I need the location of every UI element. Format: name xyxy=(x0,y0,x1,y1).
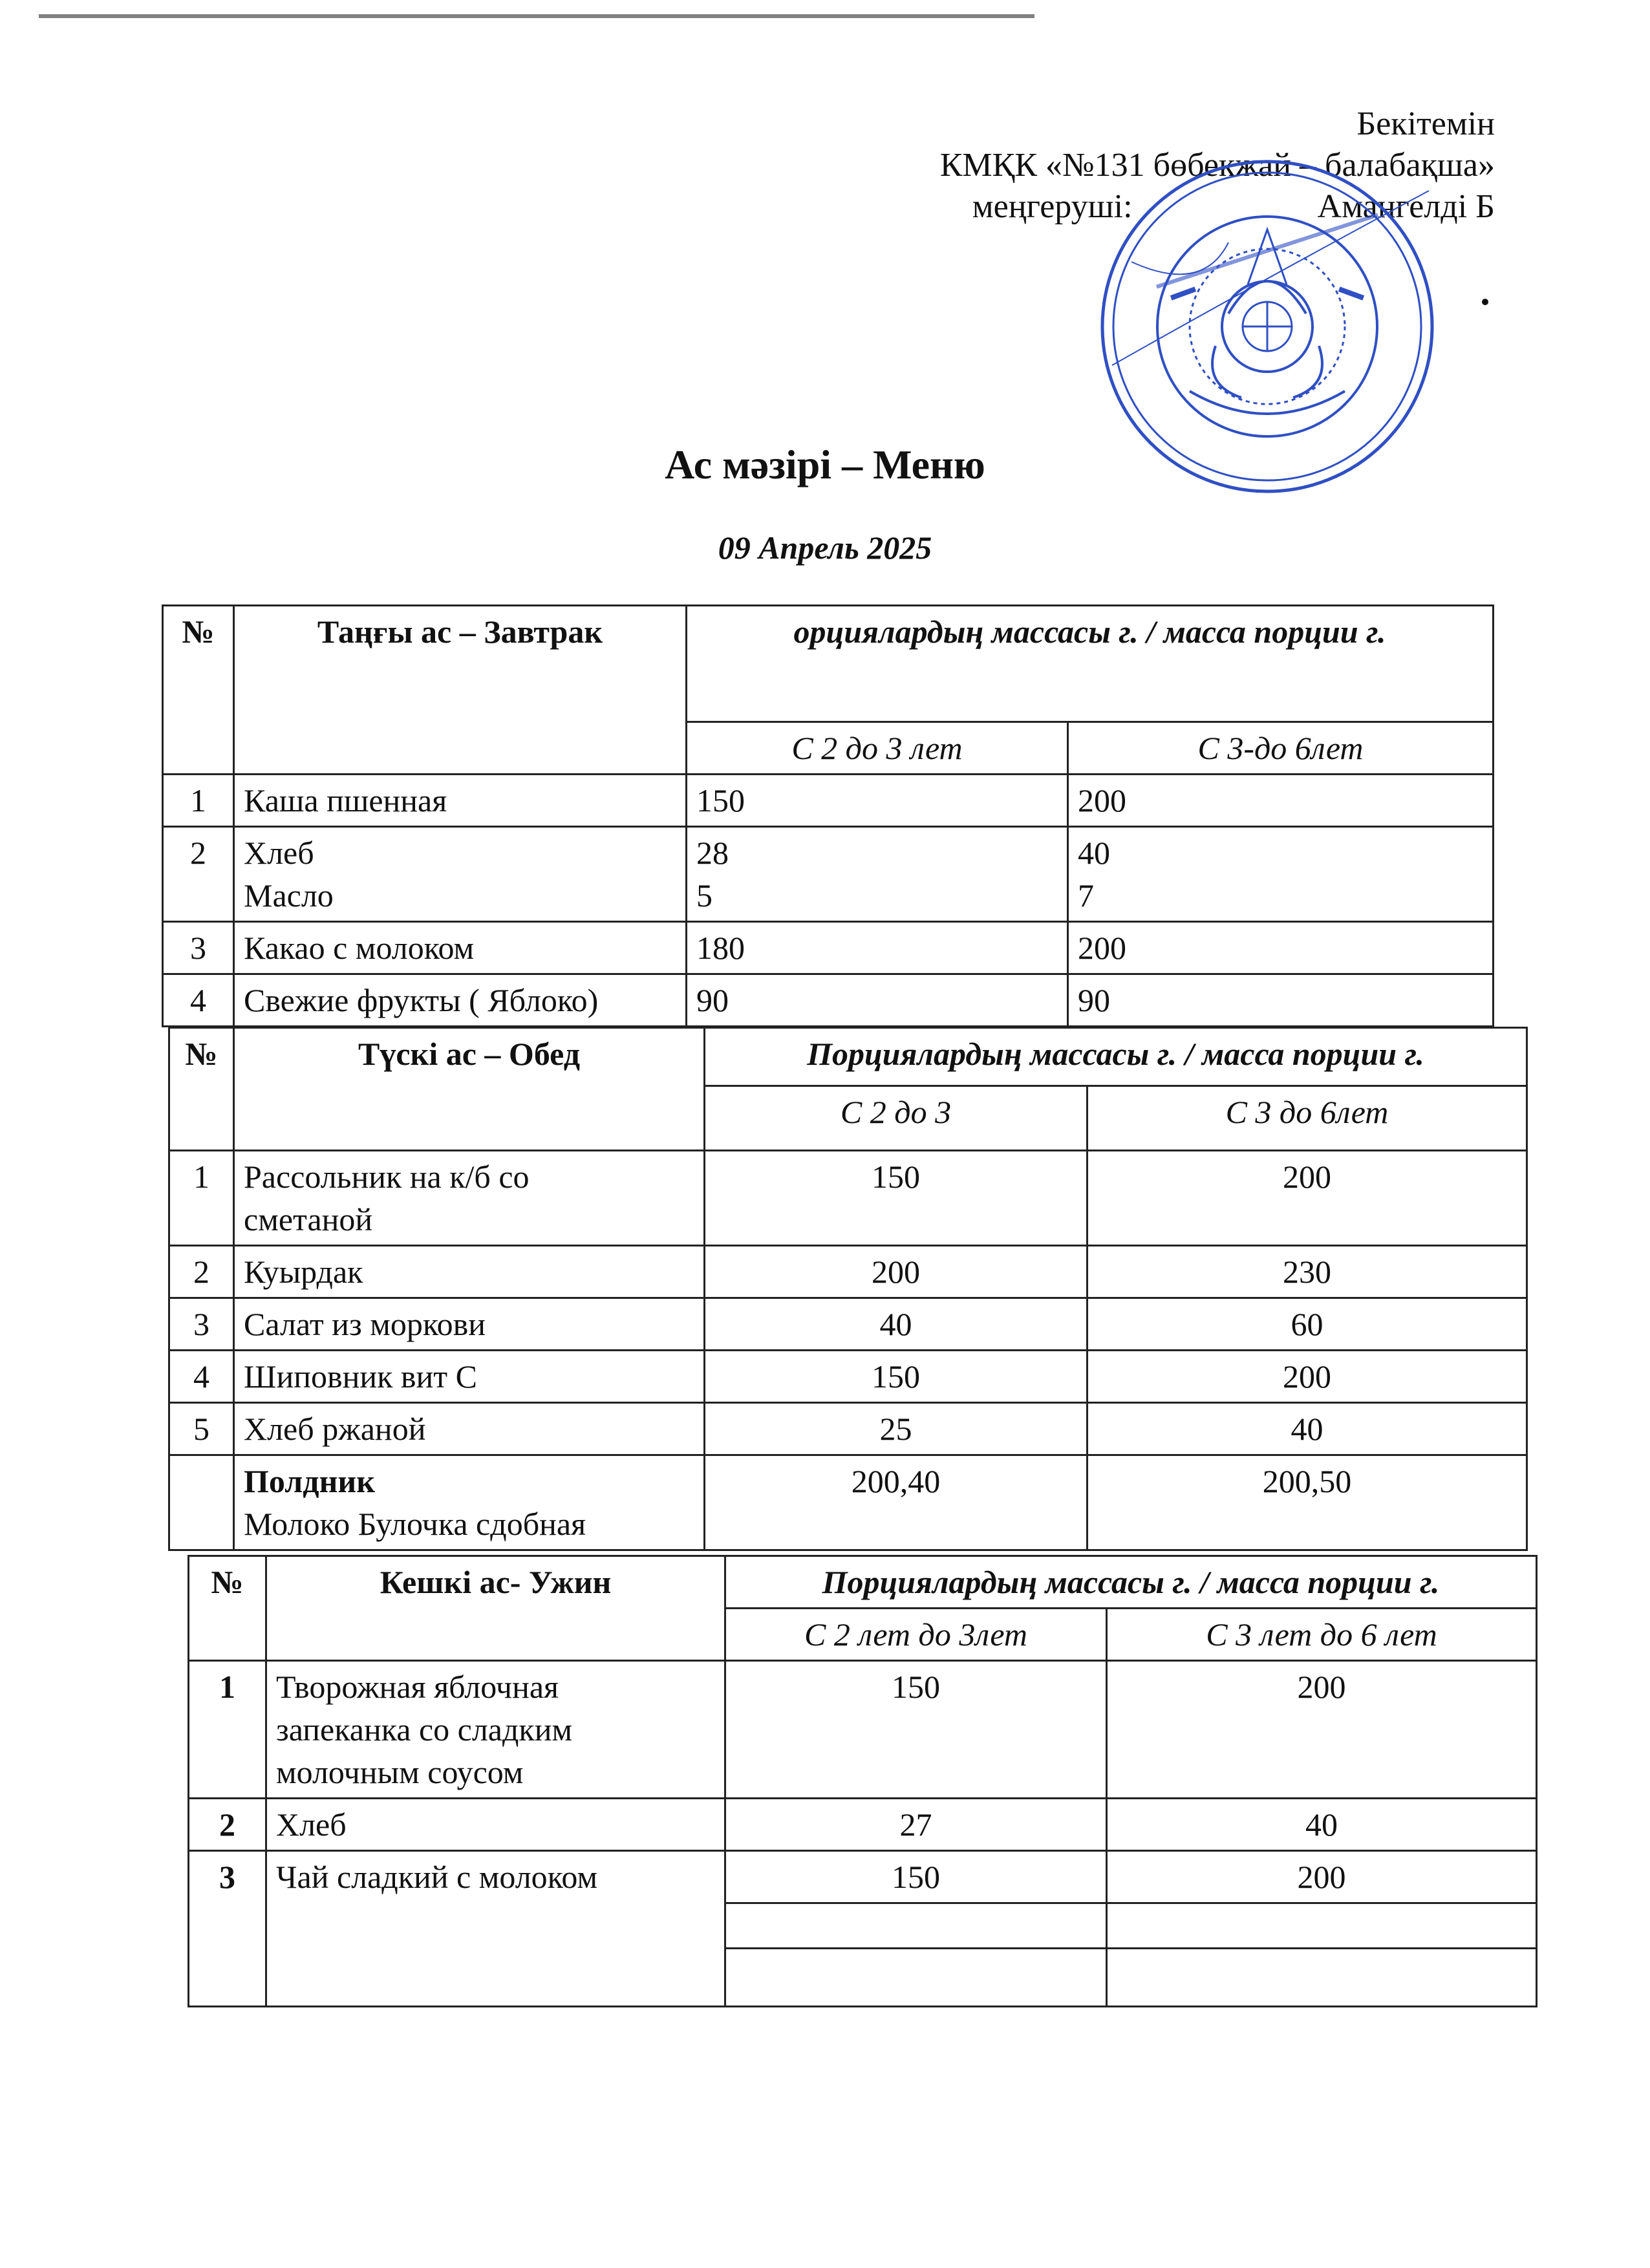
row-number: 1 xyxy=(163,775,234,827)
dish-name: Хлеб xyxy=(266,1799,725,1851)
table-row xyxy=(169,1403,1527,1455)
portion-line: 40 xyxy=(1078,835,1110,871)
lunch-col-old: С 3 до 6лет xyxy=(1088,1086,1527,1151)
dinner-title: Кешкі ас- Ужин xyxy=(266,1556,725,1661)
breakfast-title: Таңғы ас – Завтрак xyxy=(234,606,687,775)
snack-title: Полдник xyxy=(244,1463,376,1499)
breakfast-num-header: № xyxy=(163,606,234,775)
portion-old: 90 xyxy=(1068,974,1494,1027)
table-row xyxy=(189,1851,1537,1903)
approval-line-2: КМҚК «№131 бөбекжай – балабақша» xyxy=(939,147,1495,184)
menu-date: 09 Апрель 2025 xyxy=(718,530,932,566)
portion-old xyxy=(1068,827,1494,922)
row-number: 3 xyxy=(189,1851,266,2007)
empty-cell xyxy=(725,1949,1107,2007)
portion-young: 40 xyxy=(705,1298,1088,1351)
approval-line-1: Бекітемін xyxy=(1356,105,1495,142)
portion-young: 200 xyxy=(705,1246,1088,1298)
table-row xyxy=(189,1799,1537,1851)
empty-cell xyxy=(1107,1903,1537,1949)
approval-name: Амангелді Б xyxy=(1317,188,1495,225)
portion-line: 28 xyxy=(696,835,729,871)
row-number: 4 xyxy=(163,974,234,1027)
lunch-title: Түскі ас – Обед xyxy=(234,1028,705,1151)
dinner-num-header: № xyxy=(189,1556,266,1661)
portion-young: 150 xyxy=(687,775,1068,827)
table-row xyxy=(169,1246,1527,1298)
portion-line: 7 xyxy=(1078,877,1094,914)
approval-role: меңгеруші: xyxy=(972,188,1133,225)
row-number: 2 xyxy=(169,1246,234,1298)
portion-old: 60 xyxy=(1088,1298,1527,1351)
snack-row xyxy=(169,1455,1527,1550)
portion-old: 200 xyxy=(1088,1351,1527,1403)
breakfast-col-young: С 2 до 3 лет xyxy=(687,722,1068,775)
portion-young: 150 xyxy=(705,1351,1088,1403)
dish-line: Масло xyxy=(244,877,334,914)
dinner-table xyxy=(188,1555,1538,2007)
empty-cell xyxy=(725,1903,1107,1949)
dish-line: Рассольник на к/б со xyxy=(244,1159,530,1195)
breakfast-mass-header: орциялардың массасы г. / масса порции г. xyxy=(687,606,1494,722)
portion-old: 200,50 xyxy=(1088,1455,1527,1550)
row-number: 4 xyxy=(169,1351,234,1403)
snack-cell xyxy=(234,1455,705,1550)
breakfast-col-old: С 3-до 6лет xyxy=(1068,722,1494,775)
dish-name: Шиповник вит С xyxy=(234,1351,705,1403)
portion-old: 40 xyxy=(1107,1799,1537,1851)
row-number: 3 xyxy=(163,922,234,974)
stray-dot xyxy=(1482,299,1488,305)
empty-cell xyxy=(1107,1949,1537,2007)
lunch-col-young: С 2 до 3 xyxy=(705,1086,1088,1151)
dish-line: молочным соусом xyxy=(276,1754,524,1790)
snack-items: Молоко Булочка сдобная xyxy=(244,1506,586,1542)
portion-young: 150 xyxy=(725,1851,1107,1903)
table-row xyxy=(169,1298,1527,1351)
breakfast-table xyxy=(162,604,1494,1027)
row-number-empty xyxy=(169,1455,234,1550)
dish-name xyxy=(266,1661,725,1799)
lunch-table xyxy=(168,1027,1528,1551)
dish-line: сметаной xyxy=(244,1201,373,1237)
row-number: 2 xyxy=(163,827,234,922)
table-row xyxy=(163,827,1494,922)
portion-young: 27 xyxy=(725,1799,1107,1851)
dish-name: Какао с молоком xyxy=(234,922,687,974)
dish-name: Свежие фрукты ( Яблоко) xyxy=(234,974,687,1027)
portion-young: 180 xyxy=(687,922,1068,974)
row-number: 5 xyxy=(169,1403,234,1455)
table-row xyxy=(163,974,1494,1027)
portion-young: 200,40 xyxy=(705,1455,1088,1550)
table-row xyxy=(189,1661,1537,1799)
portion-young xyxy=(687,827,1068,922)
table-row xyxy=(169,1351,1527,1403)
table-row xyxy=(163,775,1494,827)
lunch-mass-header: Порциялардың массасы г. / масса порции г. xyxy=(705,1028,1527,1086)
portion-old: 40 xyxy=(1088,1403,1527,1455)
dish-name: Салат из моркови xyxy=(234,1298,705,1351)
dish-line: Хлеб xyxy=(244,835,314,871)
portion-old: 230 xyxy=(1088,1246,1527,1298)
portion-line: 5 xyxy=(696,877,712,914)
portion-old: 200 xyxy=(1107,1851,1537,1903)
dish-name xyxy=(234,1151,705,1246)
portion-old: 200 xyxy=(1088,1151,1527,1246)
table-row xyxy=(163,922,1494,974)
lunch-num-header: № xyxy=(169,1028,234,1151)
dish-line: Творожная яблочная xyxy=(276,1669,559,1705)
row-number: 3 xyxy=(169,1298,234,1351)
table-row xyxy=(169,1151,1527,1246)
dish-name: Каша пшенная xyxy=(234,775,687,827)
page-title: Ас мәзірі – Меню xyxy=(665,442,985,487)
dinner-mass-header: Порциялардың массасы г. / масса порции г. xyxy=(725,1556,1537,1609)
row-number: 2 xyxy=(189,1799,266,1851)
portion-young: 150 xyxy=(705,1151,1088,1246)
dish-name xyxy=(234,827,687,922)
dish-name: Чай сладкий с молоком xyxy=(266,1851,725,2007)
row-number: 1 xyxy=(189,1661,266,1799)
portion-young: 150 xyxy=(725,1661,1107,1799)
scan-edge-line xyxy=(39,14,1034,18)
dinner-col-young: С 2 лет до 3лет xyxy=(725,1609,1107,1661)
portion-young: 25 xyxy=(705,1403,1088,1455)
dinner-col-old: С 3 лет до 6 лет xyxy=(1107,1609,1537,1661)
portion-old: 200 xyxy=(1068,922,1494,974)
portion-old: 200 xyxy=(1107,1661,1537,1799)
portion-old: 200 xyxy=(1068,775,1494,827)
portion-young: 90 xyxy=(687,974,1068,1027)
row-number: 1 xyxy=(169,1151,234,1246)
dish-line: запеканка со сладким xyxy=(276,1711,573,1748)
dish-name: Куырдак xyxy=(234,1246,705,1298)
dish-name: Хлеб ржаной xyxy=(234,1403,705,1455)
